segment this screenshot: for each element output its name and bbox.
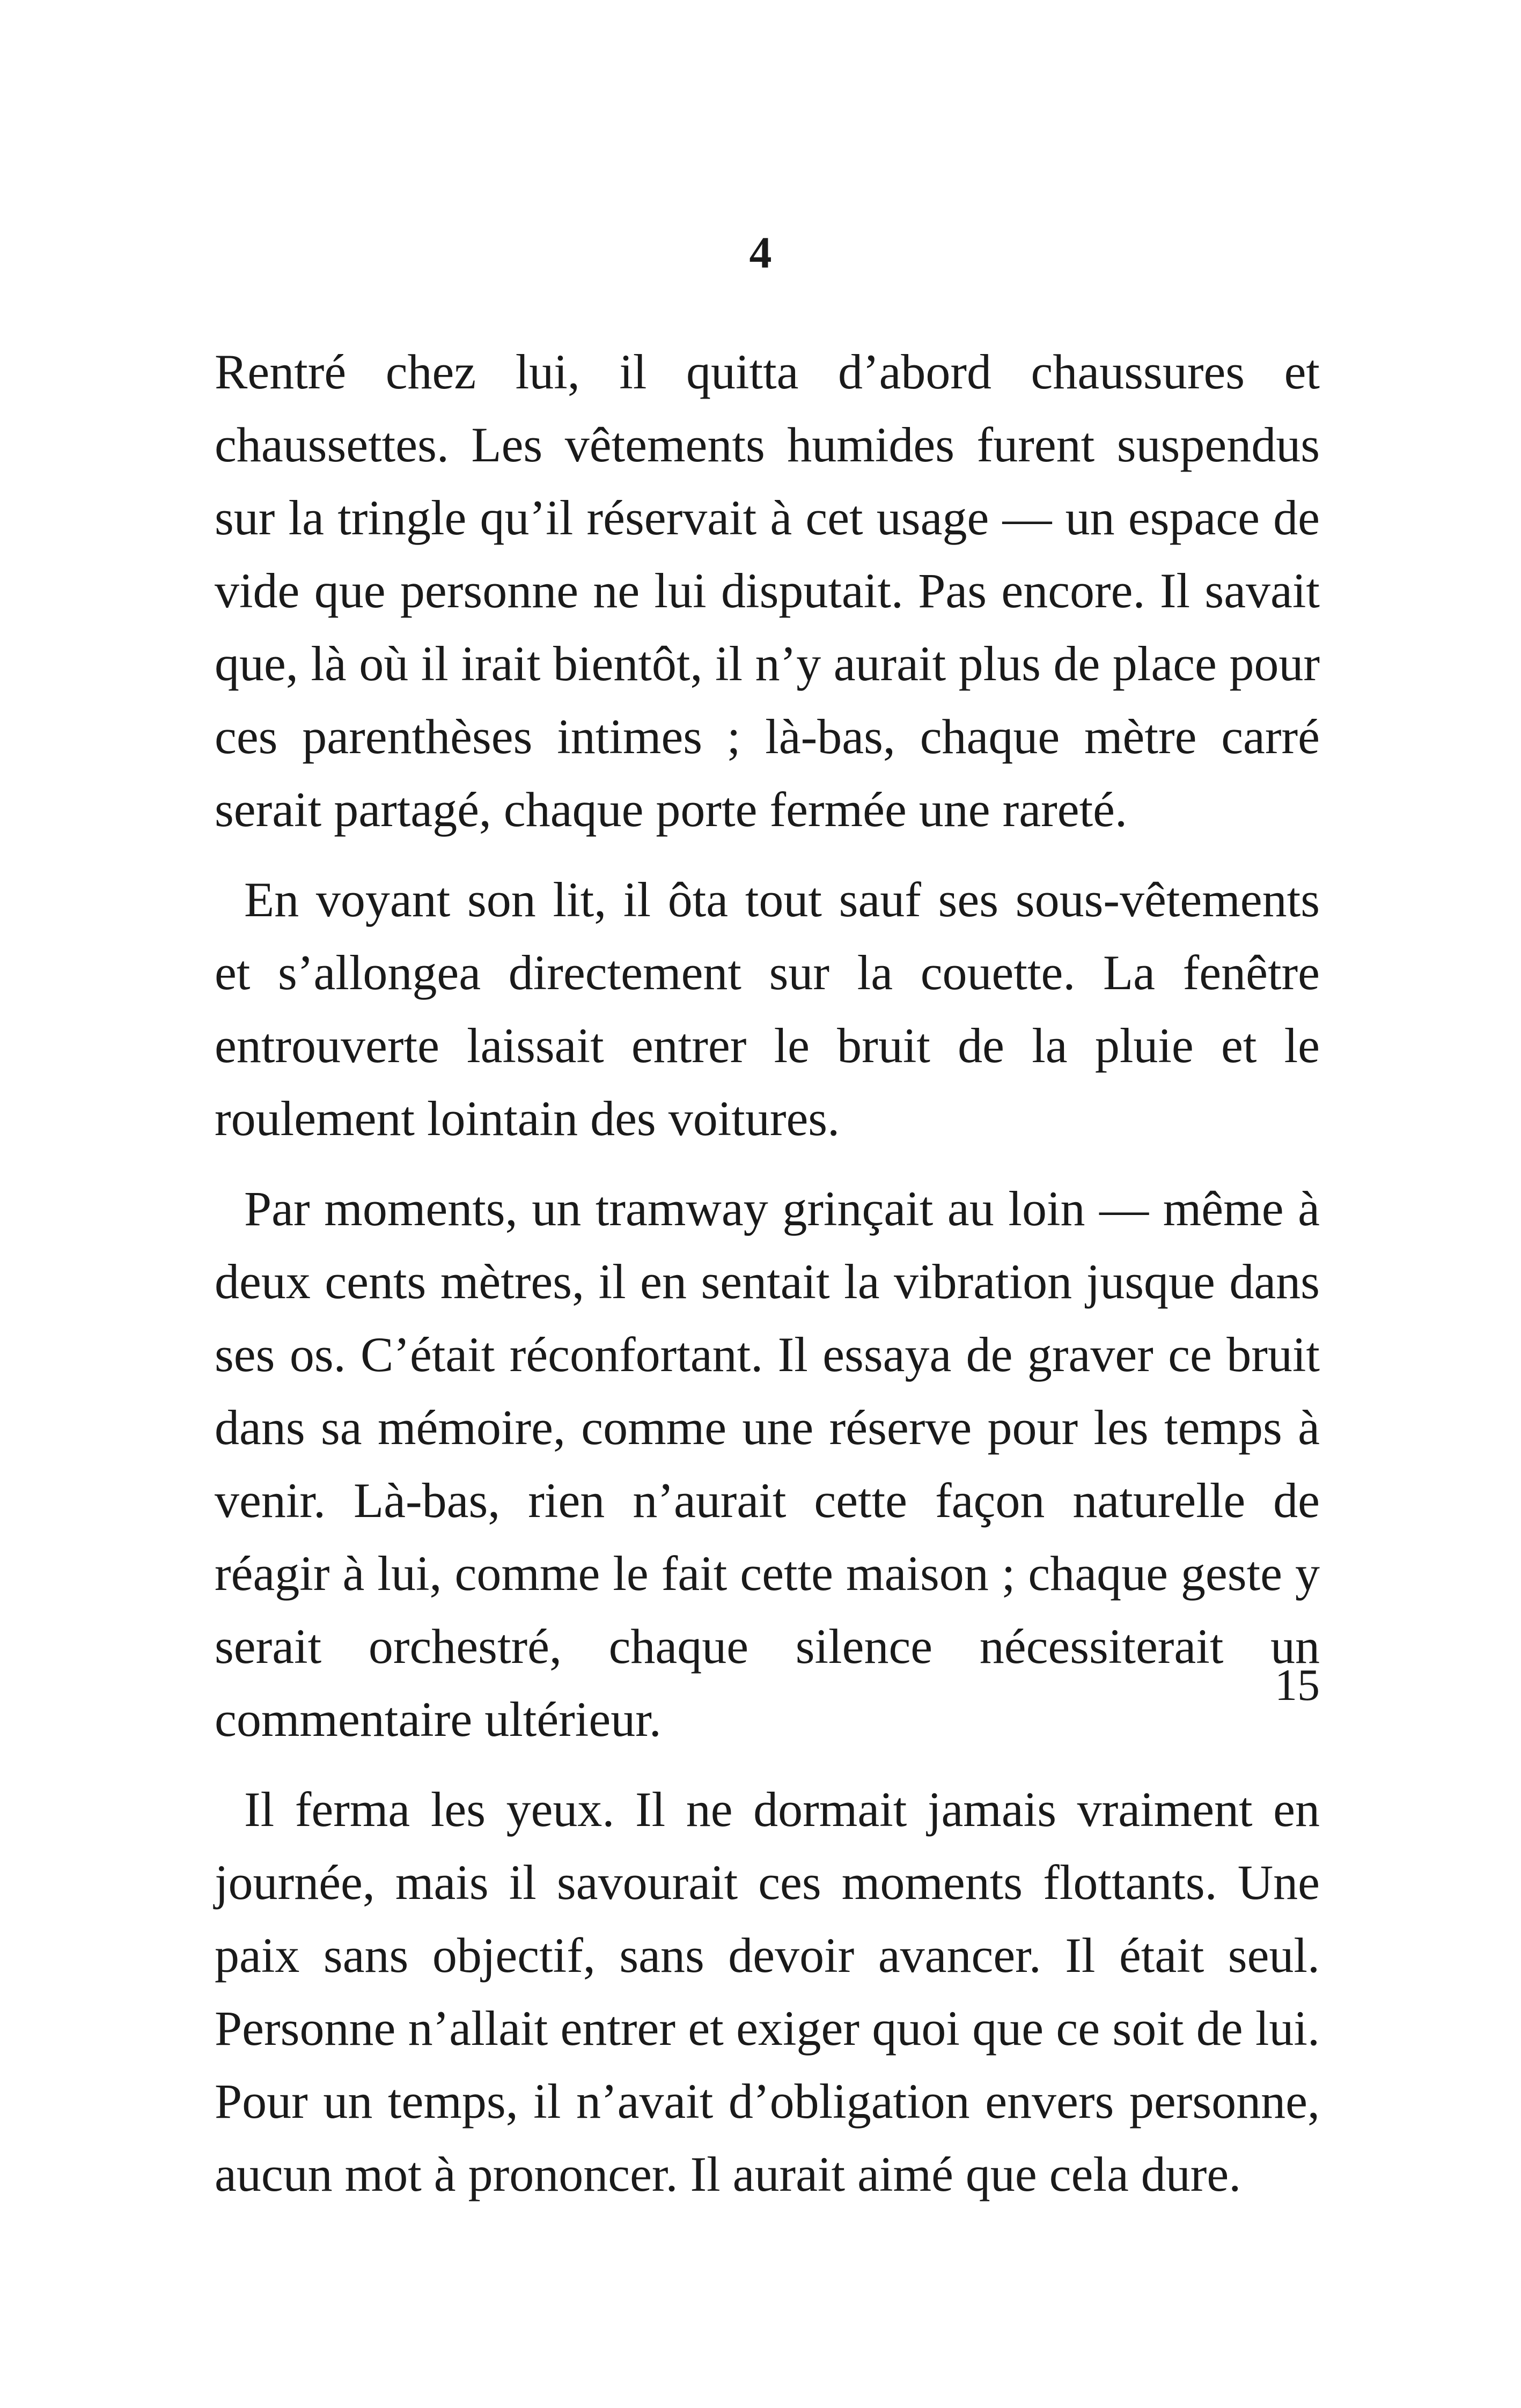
- paragraph-4: Il ferma les yeux. Il ne dormait jamais vraiment en journée, mais il savourait ces moments flottants. Une paix sans objectif, sans devoir avancer. Il était seul. Personne n’allait entrer et exiger quoi que ce soit de lui. Pour un temps, il n’avait d’obligation envers personne, aucun mot à prononcer. Il aurait aimé que cela dure.: [215, 1782, 1320, 2201]
- chapter-number: 4: [749, 228, 772, 278]
- paragraph-3: Par moments, un tramway grinçait au loin — même à deux cents mètres, il en sentait la vibration jusque dans ses os. C’était réconfortant. Il essaya de graver ce bruit dans sa mémoire, comme une réserve pour les temps à venir. Là-bas, rien n’aurait cette façon naturelle de réagir à lui, comme le fait cette maison ; chaque geste y serait orchestré, chaque silence nécessiterait un commentaire ultérieur.: [215, 1181, 1320, 1747]
- chapter-body: [215, 335, 1320, 2228]
- paragraph-1: Rentré chez lui, il quitta d’abord chaussures et chaussettes. Les vêtements humides furent suspendus sur la tringle qu’il réservait à cet usage — un espace de vide que personne ne lui disputait. Pas encore. Il savait que, là où il irait bientôt, il n’y aurait plus de place pour ces parenthèses intimes ; là-bas, chaque mètre carré serait partagé, chaque porte fermée une rareté.: [215, 344, 1320, 837]
- page-number: 15: [1275, 1660, 1320, 1710]
- paragraph-2: En voyant son lit, il ôta tout sauf ses sous-vêtements et s’allongea directement sur la couette. La fenêtre entrouverte laissait entrer le bruit de la pluie et le roulement lointain des voitures.: [215, 872, 1320, 1146]
